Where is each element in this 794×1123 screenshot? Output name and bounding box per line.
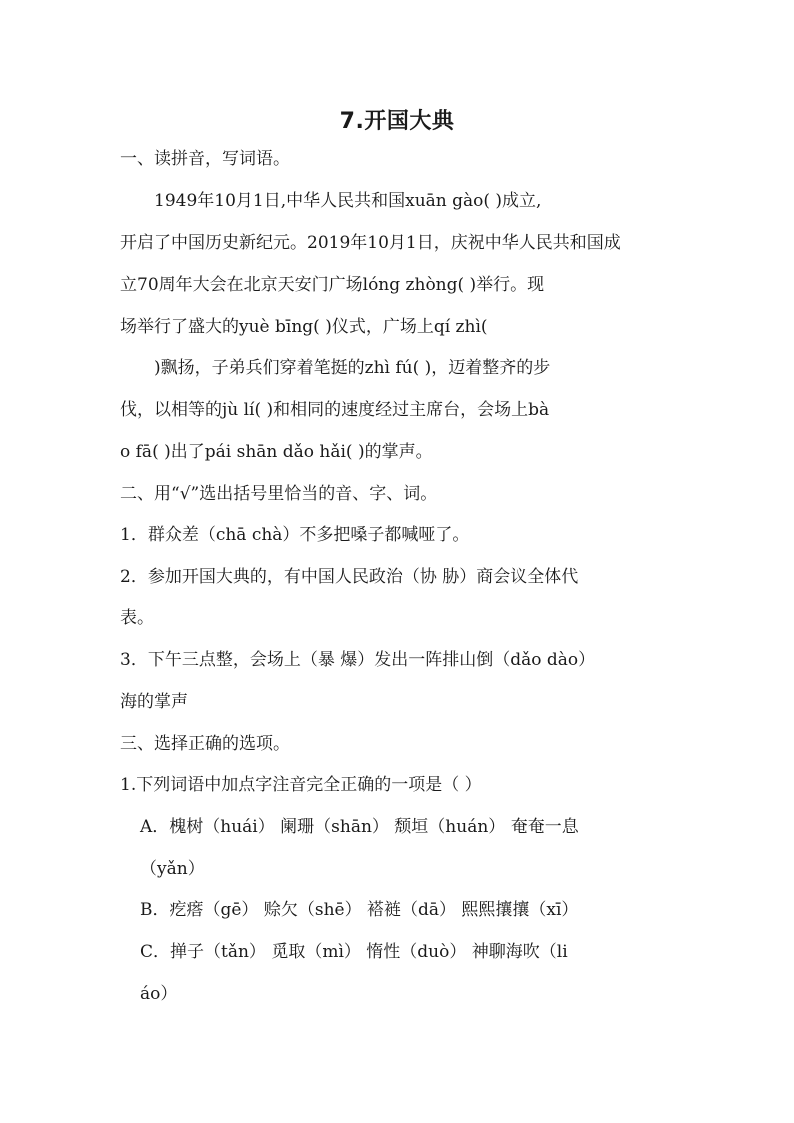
paragraph-line: 立70周年大会在北京天安门广场lóng zhòng( )举行。现 [120, 275, 545, 295]
option-b: B．疙瘩（gē） 赊欠（shē） 褡裢（dā） 熙熙攘攘（xī） [140, 900, 579, 920]
paragraph-line: 场举行了盛大的yuè bīng( )仪式，广场上qí zhì( [120, 317, 488, 337]
paragraph-line: 开启了中国历史新纪元。2019年10月1日，庆祝中华人民共和国成 [120, 233, 621, 253]
question-line: 1.下列词语中加点字注音完全正确的一项是（ ） [120, 775, 482, 795]
question-line: 表。 [120, 608, 154, 628]
question-line: 1．群众差（chā chà）不多把嗓子都喊哑了。 [120, 525, 470, 545]
paragraph-line: 伐，以相等的jù lí( )和相同的速度经过主席台，会场上bà [120, 400, 550, 420]
question-line: 3．下午三点整，会场上（暴 爆）发出一阵排山倒（dǎo dào） [120, 650, 596, 670]
section-1-heading: 一、读拼音，写词语。 [120, 149, 290, 169]
question-line: 海的掌声 [120, 692, 188, 712]
option-c: C．掸子（tǎn） 觅取（mì） 惰性（duò） 神聊海吹（li [140, 942, 568, 962]
option-c-cont: áo） [140, 984, 178, 1004]
page-title: 7.开国大典 [339, 109, 455, 134]
question-line: 2．参加开国大典的，有中国人民政治（协 胁）商会议全体代 [120, 567, 579, 587]
paragraph-line: )飘扬，子弟兵们穿着笔挺的zhì fú( )，迈着整齐的步 [154, 358, 551, 378]
paragraph-line: o fā( )出了pái shān dǎo hǎi( )的掌声。 [120, 442, 433, 462]
option-a-cont: （yǎn） [140, 859, 205, 879]
option-a: A．槐树（huái） 阑珊（shān） 颓垣（huán） 奄奄一息 [140, 817, 579, 837]
paragraph-line: 1949年10月1日,中华人民共和国xuān gào( )成立, [154, 191, 542, 211]
section-3-heading: 三、选择正确的选项。 [120, 734, 290, 754]
section-2-heading: 二、用“√”选出括号里恰当的音、字、词。 [120, 484, 438, 504]
